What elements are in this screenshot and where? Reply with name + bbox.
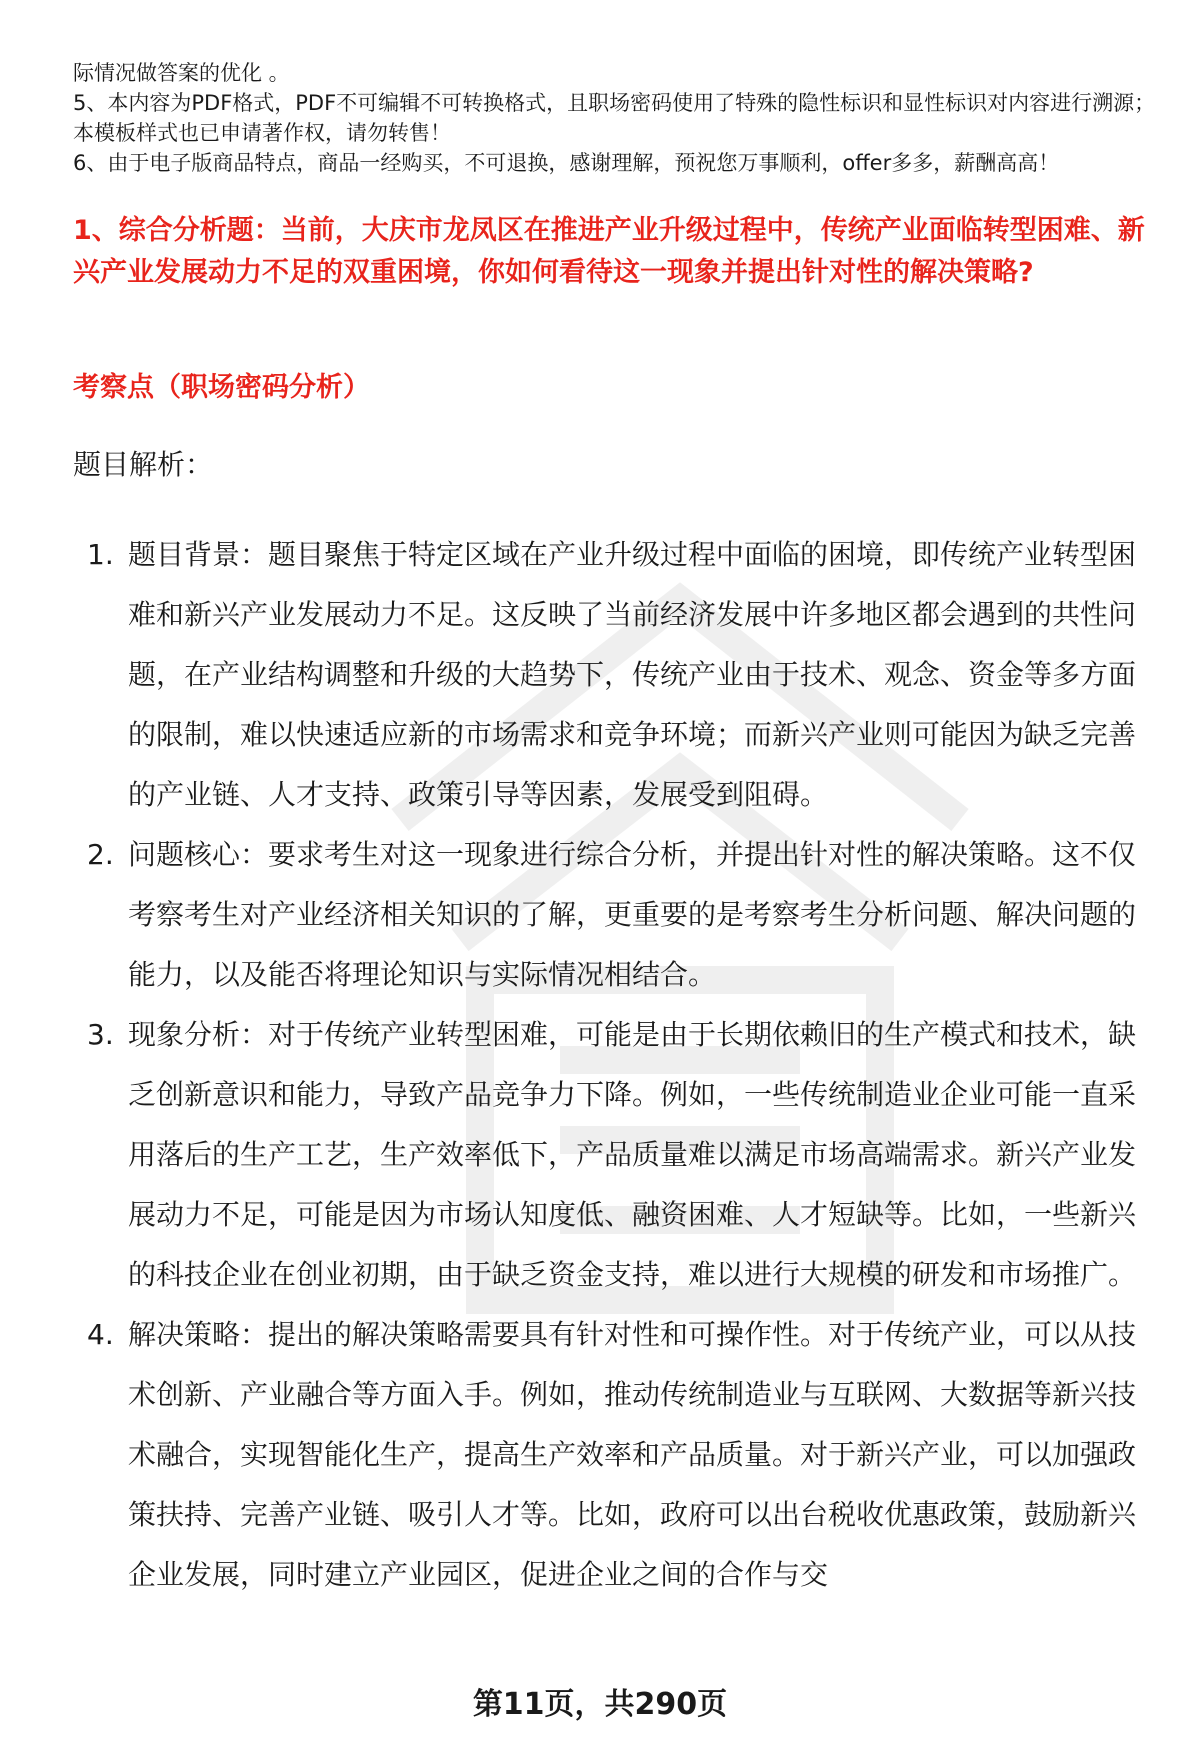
question-heading: 1、综合分析题：当前，大庆市龙凤区在推进产业升级过程中，传统产业面临转型困难、新兴产业发展动力不足的双重困境，你如何看待这一现象并提出针对性的解决策略? [73, 215, 1145, 288]
intro-line: 际情况做答案的优化 。 [73, 61, 290, 85]
list-item-number: 1. [87, 538, 114, 571]
list-item-text: 现象分析：对于传统产业转型困难，可能是由于长期依赖旧的生产模式和技术，缺乏创新意识和能力，导致产品竞争力下降。例如，一些传统制造业企业可能一直采用落后的生产工艺，生产效率低下，产品质量难以满足市场高端需求。新兴产业发展动力不足，可能是因为市场认知度低、融资困难、人才短缺等。比如，一些新兴的科技企业在创业初期，由于缺乏资金支持，难以进行大规模的研发和市场推广。 [128, 1018, 1137, 1291]
page-number: 第11页，共290页 [472, 1687, 728, 1722]
list-item [73, 1305, 1145, 1605]
list-item-text: 题目背景：题目聚焦于特定区域在产业升级过程中面临的困境，即传统产业转型困难和新兴产业发展动力不足。这反映了当前经济发展中许多地区都会遇到的共性问题，在产业结构调整和升级的大趋势下，传统产业由于技术、观念、资金等多方面的限制，难以快速适应新的市场需求和竞争环境；而新兴产业则可能因为缺乏完善的产业链、人才支持、政策引导等因素，发展受到阻碍。 [128, 538, 1137, 811]
list-item [73, 525, 1145, 825]
section-title: 考察点（职场密码分析） [73, 372, 370, 403]
intro-line: 5、本内容为PDF格式，PDF不可编辑不可转换格式，且职场密码使用了特殊的隐性标识和显性标识对内容进行溯源；本模板样式也已申请著作权，请勿转售！ [73, 91, 1156, 145]
list-item-text: 问题核心：要求考生对这一现象进行综合分析，并提出针对性的解决策略。这不仅考察考生对产业经济相关知识的了解，更重要的是考察考生分析问题、解决问题的能力，以及能否将理论知识与实际情况相结合。 [128, 838, 1137, 991]
list-item [73, 825, 1145, 1005]
list-item-text: 解决策略：提出的解决策略需要具有针对性和可操作性。对于传统产业，可以从技术创新、产业融合等方面入手。例如，推动传统制造业与互联网、大数据等新兴技术融合，实现智能化生产，提高生产效率和产品质量。对于新兴产业，可以加强政策扶持、完善产业链、吸引人才等。比如，政府可以出台税收优惠政策，鼓励新兴企业发展，同时建立产业园区，促进企业之间的合作与交 [128, 1318, 1137, 1591]
analysis-list [73, 525, 1145, 1605]
list-item [73, 1005, 1145, 1305]
list-item-number: 2. [87, 838, 114, 871]
analysis-label: 题目解析： [73, 448, 214, 481]
list-item-number: 3. [87, 1018, 114, 1051]
intro-notes [73, 58, 1163, 178]
list-item-number: 4. [87, 1318, 114, 1351]
intro-line: 6、由于电子版商品特点，商品一经购买，不可退换，感谢理解，预祝您万事顺利，offer多多，薪酬高高！ [73, 151, 1060, 175]
